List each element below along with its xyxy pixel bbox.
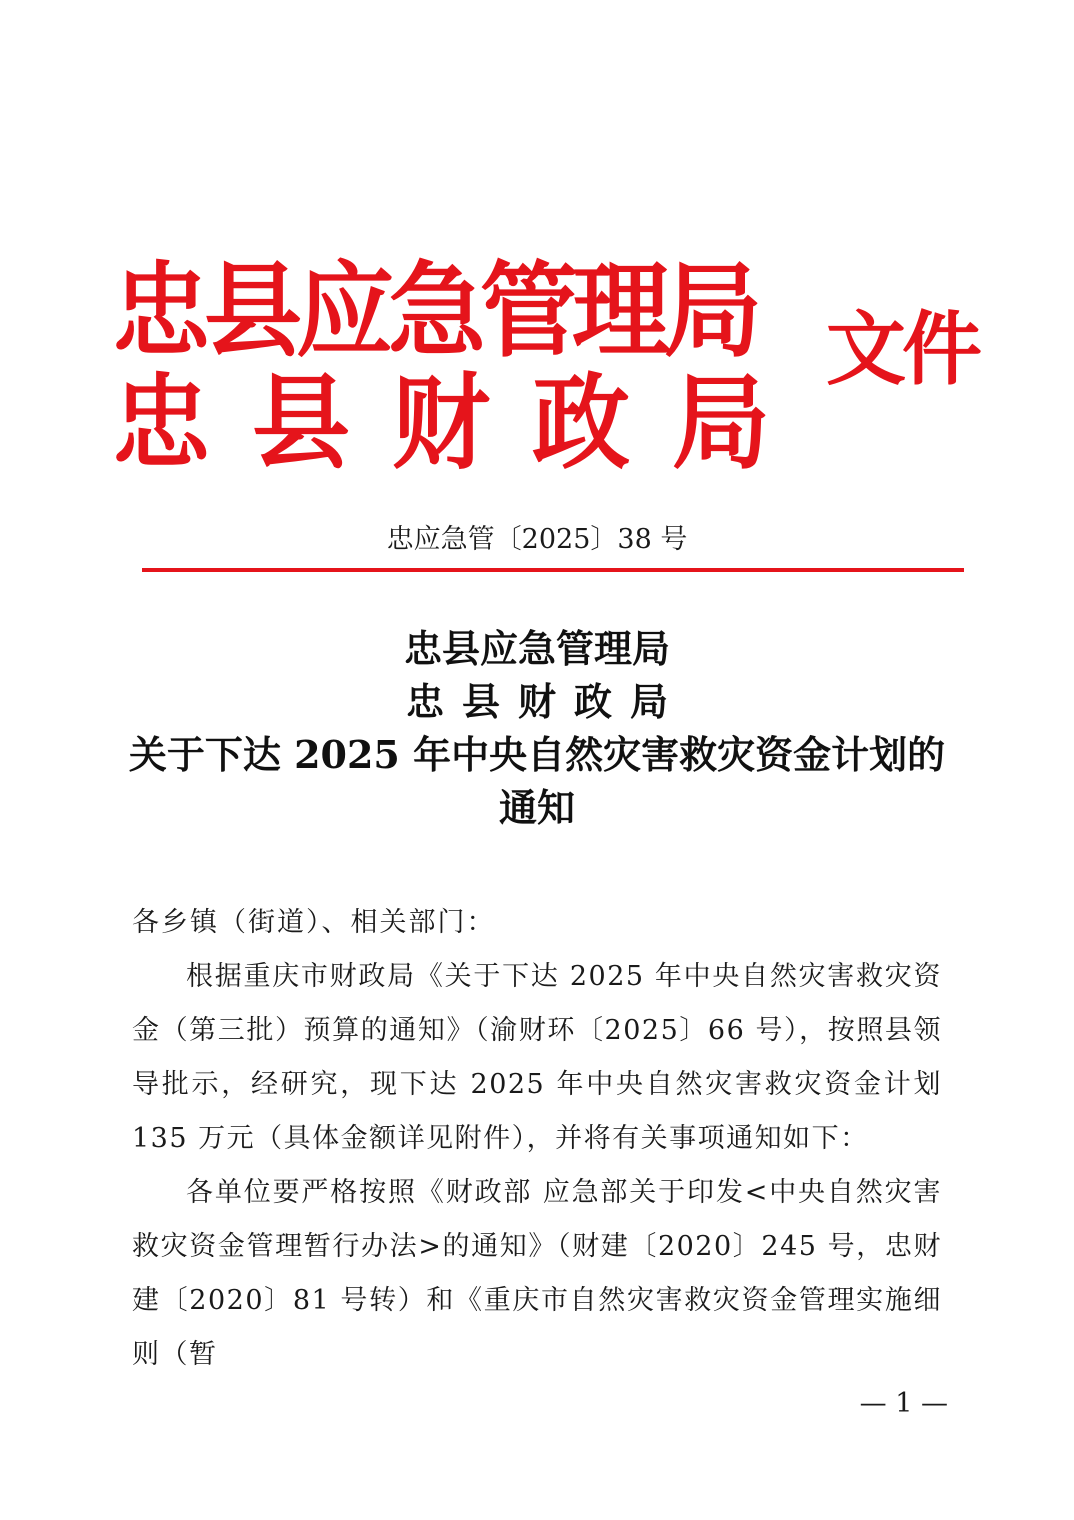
title-line-notice: 通知	[498, 785, 575, 830]
title-line-subject: 关于下达 2025 年中央自然灾害救灾资金计划的	[128, 732, 946, 777]
issuer-name-emergency-bureau: 忠县应急管理局	[112, 251, 757, 372]
salutation: 各乡镇（街道）、相关部门：	[132, 907, 496, 938]
document-body	[132, 896, 942, 1382]
red-divider-line	[142, 568, 964, 572]
title-line-issuer-1: 忠县应急管理局	[403, 626, 670, 671]
document-header	[0, 0, 1074, 500]
document-type-label: 文件	[826, 303, 978, 396]
page-number: — 1 —	[859, 1388, 948, 1419]
body-paragraph-1: 根据重庆市财政局《关于下达 2025 年中央自然灾害救灾资金（第三批）预算的通知》（渝财环〔2025〕66 号），按照县领导批示，经研究，现下达 2025 年中央自然灾害救灾资金计划 135 万元（具体金额详见附件），并将有关事项通知如下：	[132, 961, 942, 1154]
document-number: 忠应急管〔2025〕38 号	[386, 524, 688, 555]
body-paragraph-2: 各单位要严格按照《财政部 应急部关于印发<中央自然灾害救灾资金管理暂行办法>的通知》（财建〔2020〕245 号，忠财建〔2020〕81 号转）和《重庆市自然灾害救灾资金管理实施细则（暂	[132, 1177, 942, 1370]
document-title	[0, 622, 1074, 834]
title-line-issuer-2: 忠县财政局	[405, 679, 686, 724]
issuer-name-finance-bureau: 忠县财政局	[112, 363, 813, 484]
